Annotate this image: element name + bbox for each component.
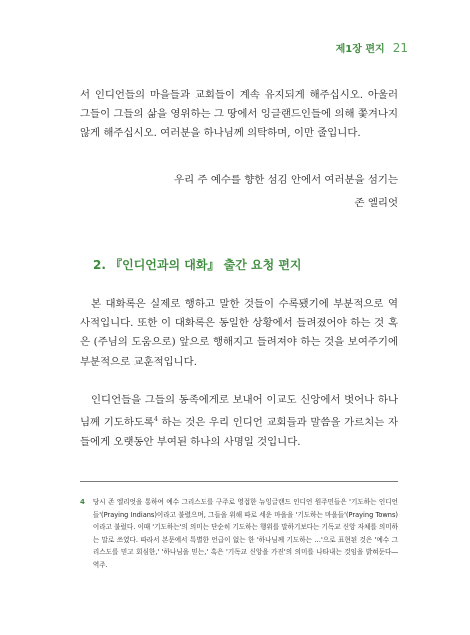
- letter-signature: 존 엘리엇: [354, 197, 398, 209]
- footnote: [80, 496, 398, 572]
- section-paragraph-1: 본 대화록은 실제로 행하고 말한 것들이 수록됐기에 부분적으로 역사적입니다. 또한 이 대화록은 동일한 상황에서 들려졌어야 하는 것 혹은 (주님의 도움으로) 앞으로 행해지고 들려져야 하는 것을 보여주기에 부분적으로 교훈적입니다.: [80, 298, 398, 368]
- chapter-label: 제1장 편지: [335, 44, 385, 55]
- footnote-text: 당시 존 엘리엇을 통하여 예수 그리스도를 구주로 영접한 뉴잉글랜드 인디언 원주민들은 '기도하는 인디언들'(Praying Indians)이라고 불렸으며, 그들을 위해 따로 세운 마을을 '기도하는 마을들'(Praying Towns)이라고 불렀다. 이때 '기도하는'의 의미는 단순히 기도하는 행위를 말하기보다는 기독교 신앙 자체를 의미하는 말로 쓰였다. 따라서 본문에서 특별한 언급이 없는 한 '하나님께 기도하는 …'으로 표현된 것은 '예수 그리스도를 믿고 회심한,' '하나님을 믿는,' 혹은 '기독교 신앙을 가진'의 의미를 나타내는 것임을 밝혀둔다―역주.: [92, 498, 398, 569]
- footnote-divider: [80, 481, 398, 482]
- footnote-number: 4: [80, 498, 85, 506]
- section-heading: [93, 256, 302, 273]
- paragraph-2-text-after: 하는 것은 우리 인디언 교회들과 말씀을 가르치는 자들에게 오랫동안 부여된 하나의 사명일 것입니다.: [80, 416, 398, 448]
- paragraph-2-text-before: 인디언들을 그들의 동족에게로 보내어 이교도 신앙에서 벗어나 하나님께 기도하도록: [80, 394, 398, 429]
- section-number: 2.: [93, 258, 106, 272]
- section-title-text: 『인디언과의 대화』 출간 요청 편지: [110, 258, 302, 272]
- section-paragraph-2: [80, 391, 398, 452]
- letter-paragraph: 서 인디언들의 마을들과 교회들이 계속 유지되게 해주십시오. 아울러 그들이 그들의 삶을 영위하는 그 땅에서 잉글랜드인들에 의해 쫓겨나지 않게 해주십시오. 여러분을 하나님께 의탁하며, 이만 줄입니다.: [80, 89, 398, 140]
- footnote-reference[interactable]: 4: [153, 416, 158, 424]
- page-number: 21: [392, 41, 408, 55]
- letter-closing: 우리 주 예수를 향한 섬김 안에서 여러분을 섬기는: [174, 174, 398, 186]
- running-header: [336, 40, 408, 55]
